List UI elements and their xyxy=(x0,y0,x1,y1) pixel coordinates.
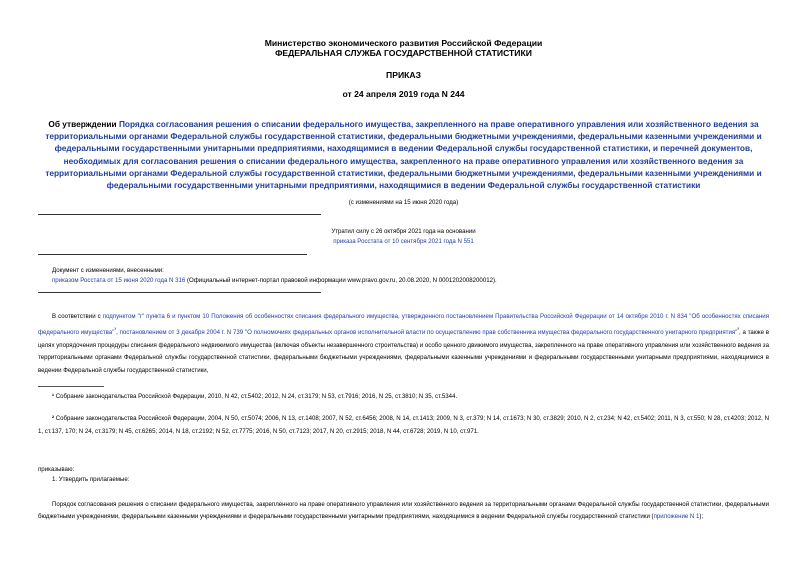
order-item-1-text xyxy=(38,499,769,524)
footnote-2 xyxy=(38,412,769,438)
order-item-1: 1. Утвердить прилагаемые: xyxy=(52,476,130,483)
lost-force-line: Утратил силу с 26 октября 2021 года на основании xyxy=(331,228,476,235)
changes-label: Документ с изменениями, внесенными: xyxy=(52,267,164,274)
footnote-ref-1[interactable]: ¹ xyxy=(114,326,117,333)
title-link[interactable]: Порядка согласования решения о списании федерального имущества, закрепленного на праве оперативного управления или хозяйственного ведения за территориальными органами Федеральной службы государственной статистики, федеральными бюджетными учреждениями, федеральными казенными учреждениями и федеральными государственными унитарными предприятиями, находящимися в ведении Федеральной службы государственной статистики, и перечней документов, необходимых для согласования решения о списании федерального имущества, закрепленного на праве оперативного управления или хозяйственного ведения за территориальными органами Федеральной службы государственной статистики, федеральными бюджетными учреждениями, федеральными казенными учреждениями и федеральными государственными унитарными предприятиями, находящимися в ведении Федеральной службы государственной статистики xyxy=(45,119,762,191)
divider-mid xyxy=(38,254,307,255)
order-command: приказываю: xyxy=(38,466,75,473)
preamble-sep: , xyxy=(116,328,120,336)
footnote-1 xyxy=(52,390,772,403)
changes-line xyxy=(52,276,792,286)
footnote-1-text: Собрание законодательства Российской Федерации, 2010, N 42, ст.5402; 2012, N 24, ст.3179; N 53, ст.7916; 2016, N 25, ст.3810; N 35, ст.5344. xyxy=(54,393,458,400)
divider-top xyxy=(38,214,321,215)
appendix-1-link[interactable]: приложение N 1 xyxy=(653,513,700,521)
divider-bottom xyxy=(38,292,321,293)
lost-force-link[interactable]: приказа Росстата от 10 сентября 2021 года N 551 xyxy=(333,238,474,245)
order-item-1-body: Порядок согласования решения о списании федерального имущества, закрепленного на праве оперативного управления или хозяйственного ведения за территориальными органами Федеральной службы государственной статистики, федеральными бюджетными учреждениями, федеральными казенными учреждениями и федеральными государственными унитарными предприятиями, находящимися в ведении Федеральной службы государственной статистики ( xyxy=(38,501,769,521)
order-item-1-end: ); xyxy=(699,513,704,521)
footnote-divider xyxy=(38,386,104,387)
service-name: ФЕДЕРАЛЬНАЯ СЛУЖБА ГОСУДАРСТВЕННОЙ СТАТИСТИКИ xyxy=(275,48,532,58)
changes-link[interactable]: приказом Росстата от 15 июня 2020 года N 316 xyxy=(52,277,186,284)
document-title xyxy=(28,118,779,191)
preamble-paragraph xyxy=(38,311,769,378)
doc-type: ПРИКАЗ xyxy=(386,70,421,80)
preamble-link-2[interactable]: постановлением от 3 декабря 2004 г. N 739 "О полномочиях федеральных органов исполнительной власти по осуществлению прав собственника имущества федерального государственного унитарного предприятия" xyxy=(119,328,738,336)
footnote-2-mark: ² xyxy=(52,415,55,422)
doc-date-number: от 24 апреля 2019 года N 244 xyxy=(342,89,465,99)
ministry-name: Министерство экономического развития Российской Федерации xyxy=(264,38,543,48)
preamble-start: В соответствии с xyxy=(52,313,103,320)
preamble-rest: , а также в целях упорядочения процедуры списания федерального недвижимого имущества (включая объекты незавершенного строительства) и особо ценного движимого имущества, закрепленного на праве оперативного управления или хозяйственного ведения за территориальными органами Федеральной службы государственной статистики, федеральными бюджетными учреждениями, федеральными казенными учреждениями и федеральными государственными унитарными предприятиями, находящимися в ведении Федеральной службы государственной статистики, xyxy=(38,328,769,375)
footnote-1-mark: ¹ xyxy=(52,393,55,400)
preamble-link-1[interactable]: подпунктом "г" пункта 6 и пунктом 10 Положения об особенностях списания федерального имущества, утвержденного постановлением Правительства Российской Федерации от 14 октября 2010 г. N 834 "Об особенностях списания федерального имущества" xyxy=(38,313,769,336)
title-prefix: Об утверждении xyxy=(48,119,119,129)
footnote-ref-2[interactable]: ² xyxy=(737,326,740,333)
changes-rest: (Официальный интернет-портал правовой информации www.pravo.gov.ru, 20.08.2020, N 0001202008200012). xyxy=(185,277,497,284)
amended-note: (с изменениями на 15 июня 2020 года) xyxy=(348,199,459,206)
footnote-2-text: Собрание законодательства Российской Федерации, 2004, N 50, ст.5074; 2006, N 13, ст.1408; 2007, N 52, ст.6456; 2008, N 14, ст.1413; 2009, N 3, ст.379; N 14, ст.1673; N 30, ст.3829; 2010, N 2, ст.234; N 42, ст.5402; 2011, N 3, ст.550; N 28, ст.4203; 2012, N 1, ст.137, 170; N 24, ст.3179; N 45, ст.6265; 2014, N 18, ст.2192; N 52, ст.7775; 2016, N 50, ст.7123; 2017, N 20, ст.2915; 2018, N 44, ст.6728; 2019, N 10, ст.971. xyxy=(38,415,769,436)
